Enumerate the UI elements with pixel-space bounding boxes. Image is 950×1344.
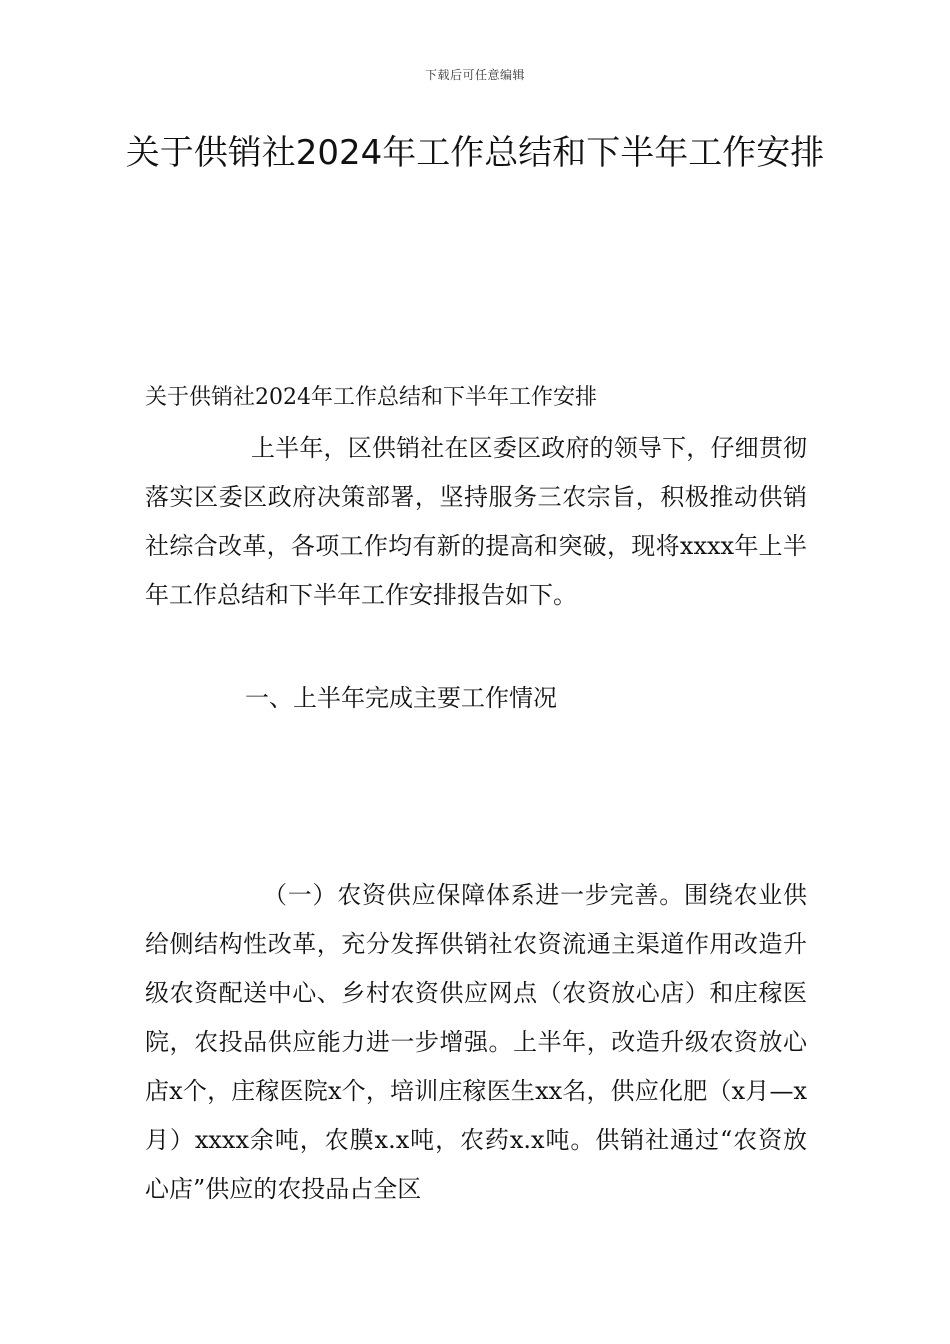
section-heading: 一、上半年完成主要工作情况: [245, 684, 557, 712]
document-title: 关于供销社2024年工作总结和下半年工作安排: [125, 133, 825, 173]
body-paragraph: （一）农资供应保障体系进一步完善。围绕农业供给侧结构性改革，充分发挥供销社农资流通主渠道作用改造升级农资配送中心、乡村农资供应网点（农资放心店）和庄稼医院，农投品供应能力进一步增强。上半年，改造升级农资放心店x个，庄稼医院x个，培训庄稼医生xx名，供应化肥（x月—x月）xxxx余吨，农膜x.x吨，农药x.x吨。供销社通过“农资放心店”供应的农投品占全区: [145, 881, 807, 1203]
intro-paragraph: 上半年，区供销社在区委区政府的领导下，仔细贯彻落实区委区政府决策部署，坚持服务三农宗旨，积极推动供销社综合改革，各项工作均有新的提高和突破，现将xxxx年上半年工作总结和下半年工作安排报告如下。: [145, 434, 807, 609]
document-subtitle: 关于供销社2024年工作总结和下半年工作安排: [145, 385, 597, 410]
header-note: 下载后可任意编辑: [424, 68, 525, 82]
